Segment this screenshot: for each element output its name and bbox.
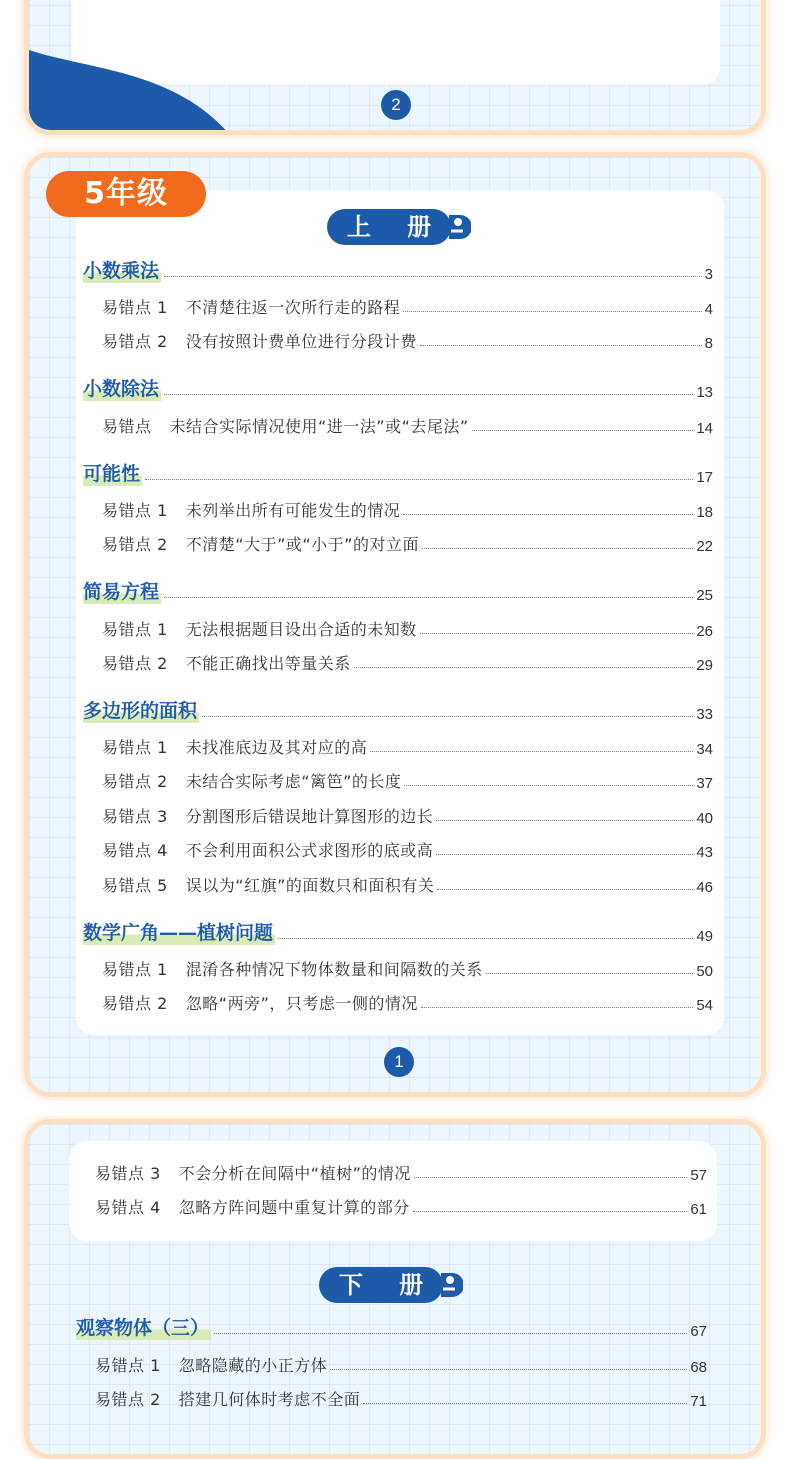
toc-page-number: 40 [696, 810, 713, 827]
toc-item-label [95, 1195, 410, 1218]
toc-item-title: 忽略隐藏的小正方体 [178, 1356, 328, 1375]
toc-section-title: 小数乘法 [83, 256, 161, 283]
leader-dots [420, 633, 694, 634]
toc-item-label [102, 329, 417, 352]
toc-item-row[interactable] [102, 797, 713, 827]
leader-dots [413, 1211, 688, 1212]
error-point-code: 易错点 1 [102, 738, 168, 757]
toc-item-title: 混淆各种情况下物体数量和间隔数的关系 [185, 960, 483, 979]
toc-item-title: 未列举出所有可能发生的情况 [185, 501, 401, 520]
leader-dots [437, 889, 693, 890]
page-number: 2 [381, 90, 411, 120]
toc-page-number: 13 [696, 384, 713, 401]
toc-page-number: 71 [690, 1393, 707, 1410]
toc-page-number: 50 [696, 963, 713, 980]
toc-page-number: 29 [696, 657, 713, 674]
toc-page-number: 33 [696, 706, 713, 723]
error-point-code: 易错点 3 [102, 807, 168, 826]
toc-item-label [102, 735, 367, 758]
toc-item-row[interactable] [102, 866, 713, 896]
toc-item-row[interactable] [95, 1188, 707, 1218]
leader-dots [164, 394, 693, 395]
toc-page-number: 37 [696, 775, 713, 792]
toc-item-row[interactable] [102, 762, 713, 792]
toc-item-title: 未结合实际考虑“篱笆”的长度 [185, 772, 402, 791]
toc-item-row[interactable] [95, 1154, 707, 1184]
error-point-code: 易错点 1 [95, 1356, 161, 1375]
toc-section-title: 观察物体（三） [76, 1313, 211, 1340]
error-point-code: 易错点 4 [95, 1198, 161, 1217]
toc-item-label [102, 414, 469, 437]
toc-item-label [102, 295, 400, 318]
toc-item-title: 不清楚往返一次所行走的路程 [185, 298, 401, 317]
toc-section-row[interactable] [83, 913, 713, 945]
toc-item-title: 无法根据题目设出合适的未知数 [185, 620, 417, 639]
toc-section-row[interactable] [83, 454, 713, 486]
error-point-code: 易错点 1 [102, 960, 168, 979]
leader-dots [436, 820, 693, 821]
error-point-code: 易错点 3 [95, 1164, 161, 1183]
toc-item-row[interactable] [102, 525, 713, 555]
toc-page-number: 18 [696, 504, 713, 521]
toc-item-label [102, 804, 433, 827]
leader-dots [330, 1369, 687, 1370]
toc-item-title: 忽略方阵问题中重复计算的部分 [178, 1198, 410, 1217]
toc-item-title: 没有按照计费单位进行分段计费 [185, 332, 417, 351]
error-point-code: 易错点 2 [95, 1390, 161, 1409]
toc-item-row[interactable] [102, 984, 713, 1014]
leader-dots [404, 785, 693, 786]
toc-item-label [102, 873, 434, 896]
toc-item-label [102, 532, 419, 555]
toc-page-number: 3 [704, 266, 713, 283]
toc-section-title: 小数除法 [83, 374, 161, 401]
toc-item-label [102, 651, 351, 674]
leader-dots [354, 667, 694, 668]
leader-dots [363, 1403, 687, 1404]
volume-title-label: 下 册 [319, 1267, 443, 1303]
toc-item-label [95, 1387, 360, 1410]
toc-section-title: 可能性 [83, 459, 142, 486]
toc-item-title: 忽略“两旁”，只考虑一侧的情况 [185, 994, 418, 1013]
grade-badge: 5年级 [46, 171, 206, 217]
toc-page-number: 46 [696, 879, 713, 896]
error-point-code: 易错点 2 [102, 772, 168, 791]
error-point-code: 易错点 2 [102, 535, 168, 554]
toc-item-row[interactable] [102, 644, 713, 674]
leader-dots [403, 514, 693, 515]
toc-item-title: 不会利用面积公式求图形的底或高 [185, 841, 434, 860]
toc-page-number: 54 [696, 997, 713, 1014]
toc-page-number: 43 [696, 844, 713, 861]
leader-dots [421, 1007, 693, 1008]
toc-page-number: 22 [696, 538, 713, 555]
error-point-code: 易错点 2 [102, 332, 168, 351]
toc-page-number: 49 [696, 928, 713, 945]
toc-card-bottom [24, 1119, 766, 1459]
toc-page-number: 17 [696, 469, 713, 486]
toc-item-title: 分割图形后错误地计算图形的边长 [185, 807, 434, 826]
toc-section-title: 数学广角——植树问题 [83, 918, 275, 945]
hook-icon [437, 1267, 463, 1303]
toc-card-grade5 [24, 152, 766, 1097]
toc-page-number: 4 [704, 301, 713, 318]
toc-page-number: 25 [696, 587, 713, 604]
toc-item-title: 未找准底边及其对应的高 [185, 738, 368, 757]
toc-page-number: 14 [696, 420, 713, 437]
toc-item-label [102, 957, 483, 980]
leader-dots [436, 854, 693, 855]
toc-item-title: 搭建几何体时考虑不全面 [178, 1390, 361, 1409]
toc-section-title: 多边形的面积 [83, 696, 199, 723]
toc-item-label [95, 1161, 411, 1184]
toc-item-row[interactable] [95, 1346, 707, 1376]
toc-item-row[interactable] [102, 407, 713, 437]
toc-item-title: 不会分析在间隔中“植树”的情况 [178, 1164, 411, 1183]
toc-item-row[interactable] [102, 950, 713, 980]
leader-dots [278, 938, 693, 939]
toc-section-row[interactable] [83, 572, 713, 604]
error-point-code: 易错点 4 [102, 841, 168, 860]
error-point-code: 易错点 1 [102, 620, 168, 639]
leader-dots [472, 430, 694, 431]
error-point-code: 易错点 1 [102, 298, 168, 317]
toc-item-row[interactable] [102, 491, 713, 521]
page-number: 1 [384, 1047, 414, 1077]
toc-item-row[interactable] [102, 288, 713, 318]
toc-item-title: 不能正确找出等量关系 [185, 654, 351, 673]
toc-page-number: 8 [704, 335, 713, 352]
toc-card-top [24, 0, 766, 135]
toc-section-row[interactable] [83, 691, 713, 723]
toc-item-row[interactable] [95, 1380, 707, 1410]
decorative-wave [29, 50, 249, 135]
toc-item-title: 不清楚“大于”或“小于”的对立面 [185, 535, 419, 554]
toc-item-row[interactable] [102, 728, 713, 758]
leader-dots [422, 548, 693, 549]
toc-item-row[interactable] [102, 610, 713, 640]
toc-item-title: 未结合实际情况使用“进一法”或“去尾法” [169, 417, 469, 436]
toc-item-label [102, 498, 400, 521]
toc-page-number: 67 [690, 1323, 707, 1340]
toc-item-label [102, 617, 417, 640]
toc-page-number: 61 [690, 1201, 707, 1218]
leader-dots [414, 1177, 687, 1178]
toc-item-row[interactable] [102, 831, 713, 861]
leader-dots [214, 1333, 687, 1334]
error-point-code: 易错点 2 [102, 994, 168, 1013]
volume-title-label: 上 册 [327, 209, 451, 245]
toc-item-label [95, 1353, 327, 1376]
leader-dots [403, 311, 701, 312]
leader-dots [164, 597, 693, 598]
leader-dots [420, 345, 702, 346]
hook-icon [445, 209, 471, 245]
toc-item-title: 误以为“红旗”的面数只和面积有关 [185, 876, 435, 895]
error-point-code: 易错点 [102, 417, 152, 436]
toc-section-row[interactable] [83, 369, 713, 401]
toc-item-row[interactable] [102, 322, 713, 352]
error-point-code: 易错点 2 [102, 654, 168, 673]
toc-section-title: 简易方程 [83, 577, 161, 604]
leader-dots [164, 276, 702, 277]
leader-dots [486, 973, 694, 974]
toc-page-number: 34 [696, 741, 713, 758]
toc-section-row[interactable] [83, 251, 713, 283]
error-point-code: 易错点 5 [102, 876, 168, 895]
toc-page-number: 26 [696, 623, 713, 640]
leader-dots [202, 716, 693, 717]
toc-item-label [102, 838, 433, 861]
leader-dots [145, 479, 693, 480]
leader-dots [370, 751, 693, 752]
toc-page-number: 57 [690, 1167, 707, 1184]
toc-section-row[interactable] [76, 1308, 707, 1340]
toc-item-label [102, 769, 401, 792]
toc-page-number: 68 [690, 1359, 707, 1376]
error-point-code: 易错点 1 [102, 501, 168, 520]
toc-item-label [102, 991, 418, 1014]
